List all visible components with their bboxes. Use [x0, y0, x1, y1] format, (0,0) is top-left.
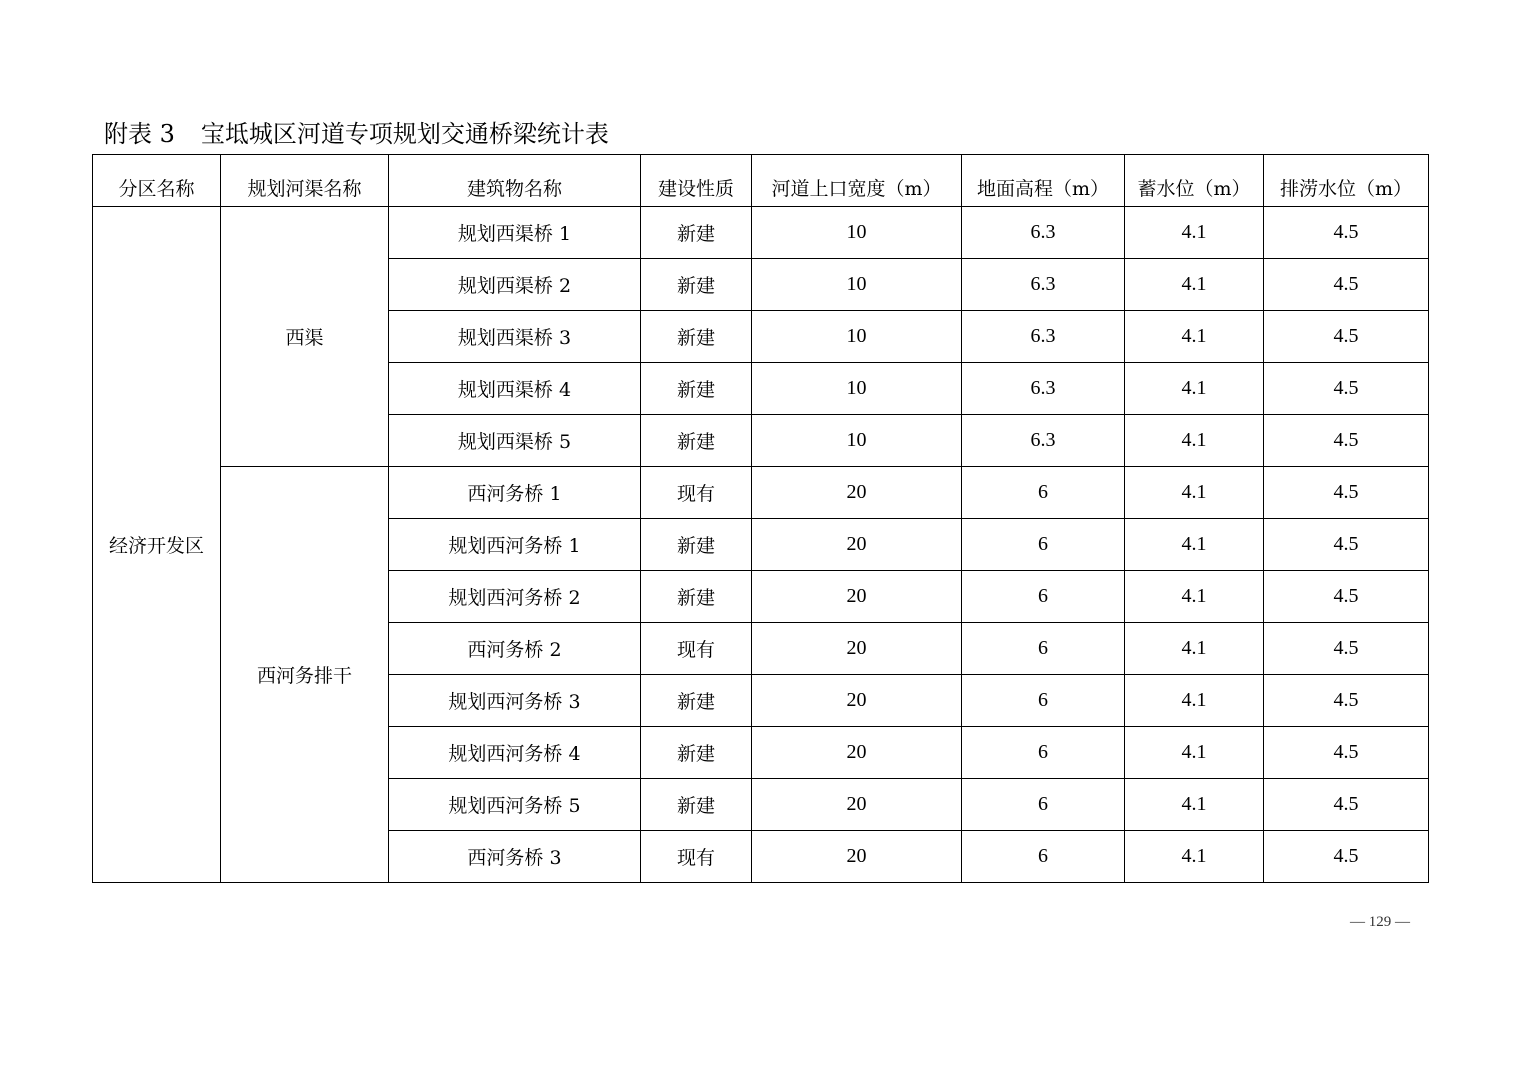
- storage-level-cell: 4.1: [1125, 831, 1264, 883]
- ground-elevation-cell: 6.3: [962, 311, 1125, 363]
- storage-level-cell: 4.1: [1125, 207, 1264, 259]
- river-width-cell: 20: [752, 727, 962, 779]
- ground-elevation-cell: 6: [962, 675, 1125, 727]
- header-channel: 规划河渠名称: [221, 155, 389, 207]
- ground-elevation-cell: 6.3: [962, 415, 1125, 467]
- structure-name-cell: 规划西河务桥 2: [389, 571, 641, 623]
- drainage-level-cell: 4.5: [1264, 467, 1429, 519]
- storage-level-cell: 4.1: [1125, 519, 1264, 571]
- header-river-width: 河道上口宽度（m）: [752, 155, 962, 207]
- page-number: — 129 —: [1350, 914, 1410, 930]
- construction-type-cell: 新建: [641, 311, 752, 363]
- river-width-cell: 20: [752, 779, 962, 831]
- drainage-level-cell: 4.5: [1264, 623, 1429, 675]
- table-row: [93, 467, 1429, 519]
- drainage-level-cell: 4.5: [1264, 675, 1429, 727]
- header-structure-name: 建筑物名称: [389, 155, 641, 207]
- storage-level-cell: 4.1: [1125, 363, 1264, 415]
- river-width-cell: 20: [752, 467, 962, 519]
- drainage-level-cell: 4.5: [1264, 311, 1429, 363]
- header-ground-elevation: 地面高程（m）: [962, 155, 1125, 207]
- river-width-cell: 20: [752, 519, 962, 571]
- drainage-level-cell: 4.5: [1264, 363, 1429, 415]
- structure-name-cell: 规划西河务桥 3: [389, 675, 641, 727]
- construction-type-cell: 现有: [641, 831, 752, 883]
- table-row: [93, 207, 1429, 259]
- ground-elevation-cell: 6.3: [962, 363, 1125, 415]
- title-prefix: 附表 3: [104, 120, 175, 148]
- district-cell: 经济开发区: [93, 207, 221, 883]
- storage-level-cell: 4.1: [1125, 415, 1264, 467]
- drainage-level-cell: 4.5: [1264, 415, 1429, 467]
- header-district: 分区名称: [93, 155, 221, 207]
- construction-type-cell: 新建: [641, 363, 752, 415]
- storage-level-cell: 4.1: [1125, 779, 1264, 831]
- construction-type-cell: 新建: [641, 415, 752, 467]
- channel-cell: 西河务排干: [221, 467, 389, 883]
- construction-type-cell: 新建: [641, 207, 752, 259]
- river-width-cell: 10: [752, 415, 962, 467]
- structure-name-cell: 西河务桥 1: [389, 467, 641, 519]
- construction-type-cell: 新建: [641, 727, 752, 779]
- ground-elevation-cell: 6: [962, 831, 1125, 883]
- river-width-cell: 20: [752, 831, 962, 883]
- structure-name-cell: 规划西渠桥 3: [389, 311, 641, 363]
- bridge-statistics-table: [92, 154, 1429, 883]
- structure-name-cell: 规划西河务桥 4: [389, 727, 641, 779]
- table-body: [93, 207, 1429, 883]
- storage-level-cell: 4.1: [1125, 259, 1264, 311]
- structure-name-cell: 规划西河务桥 5: [389, 779, 641, 831]
- header-row: [93, 155, 1429, 207]
- channel-cell: 西渠: [221, 207, 389, 467]
- header-storage-level: 蓄水位（m）: [1125, 155, 1264, 207]
- storage-level-cell: 4.1: [1125, 727, 1264, 779]
- drainage-level-cell: 4.5: [1264, 727, 1429, 779]
- header-drainage-level: 排涝水位（m）: [1264, 155, 1429, 207]
- drainage-level-cell: 4.5: [1264, 519, 1429, 571]
- ground-elevation-cell: 6: [962, 727, 1125, 779]
- ground-elevation-cell: 6: [962, 623, 1125, 675]
- ground-elevation-cell: 6.3: [962, 259, 1125, 311]
- storage-level-cell: 4.1: [1125, 623, 1264, 675]
- structure-name-cell: 规划西渠桥 4: [389, 363, 641, 415]
- ground-elevation-cell: 6: [962, 779, 1125, 831]
- title-text: 宝坻城区河道专项规划交通桥梁统计表: [200, 120, 609, 148]
- river-width-cell: 20: [752, 623, 962, 675]
- drainage-level-cell: 4.5: [1264, 779, 1429, 831]
- construction-type-cell: 新建: [641, 779, 752, 831]
- table-title: [104, 118, 609, 150]
- river-width-cell: 20: [752, 571, 962, 623]
- storage-level-cell: 4.1: [1125, 571, 1264, 623]
- river-width-cell: 10: [752, 363, 962, 415]
- structure-name-cell: 规划西渠桥 5: [389, 415, 641, 467]
- construction-type-cell: 现有: [641, 467, 752, 519]
- construction-type-cell: 新建: [641, 259, 752, 311]
- drainage-level-cell: 4.5: [1264, 259, 1429, 311]
- ground-elevation-cell: 6: [962, 571, 1125, 623]
- drainage-level-cell: 4.5: [1264, 571, 1429, 623]
- drainage-level-cell: 4.5: [1264, 207, 1429, 259]
- storage-level-cell: 4.1: [1125, 311, 1264, 363]
- construction-type-cell: 现有: [641, 623, 752, 675]
- river-width-cell: 10: [752, 259, 962, 311]
- storage-level-cell: 4.1: [1125, 675, 1264, 727]
- structure-name-cell: 西河务桥 3: [389, 831, 641, 883]
- drainage-level-cell: 4.5: [1264, 831, 1429, 883]
- construction-type-cell: 新建: [641, 675, 752, 727]
- river-width-cell: 10: [752, 311, 962, 363]
- ground-elevation-cell: 6: [962, 519, 1125, 571]
- storage-level-cell: 4.1: [1125, 467, 1264, 519]
- header-construction-type: 建设性质: [641, 155, 752, 207]
- river-width-cell: 10: [752, 207, 962, 259]
- construction-type-cell: 新建: [641, 571, 752, 623]
- ground-elevation-cell: 6.3: [962, 207, 1125, 259]
- ground-elevation-cell: 6: [962, 467, 1125, 519]
- construction-type-cell: 新建: [641, 519, 752, 571]
- structure-name-cell: 规划西河务桥 1: [389, 519, 641, 571]
- structure-name-cell: 西河务桥 2: [389, 623, 641, 675]
- river-width-cell: 20: [752, 675, 962, 727]
- structure-name-cell: 规划西渠桥 1: [389, 207, 641, 259]
- structure-name-cell: 规划西渠桥 2: [389, 259, 641, 311]
